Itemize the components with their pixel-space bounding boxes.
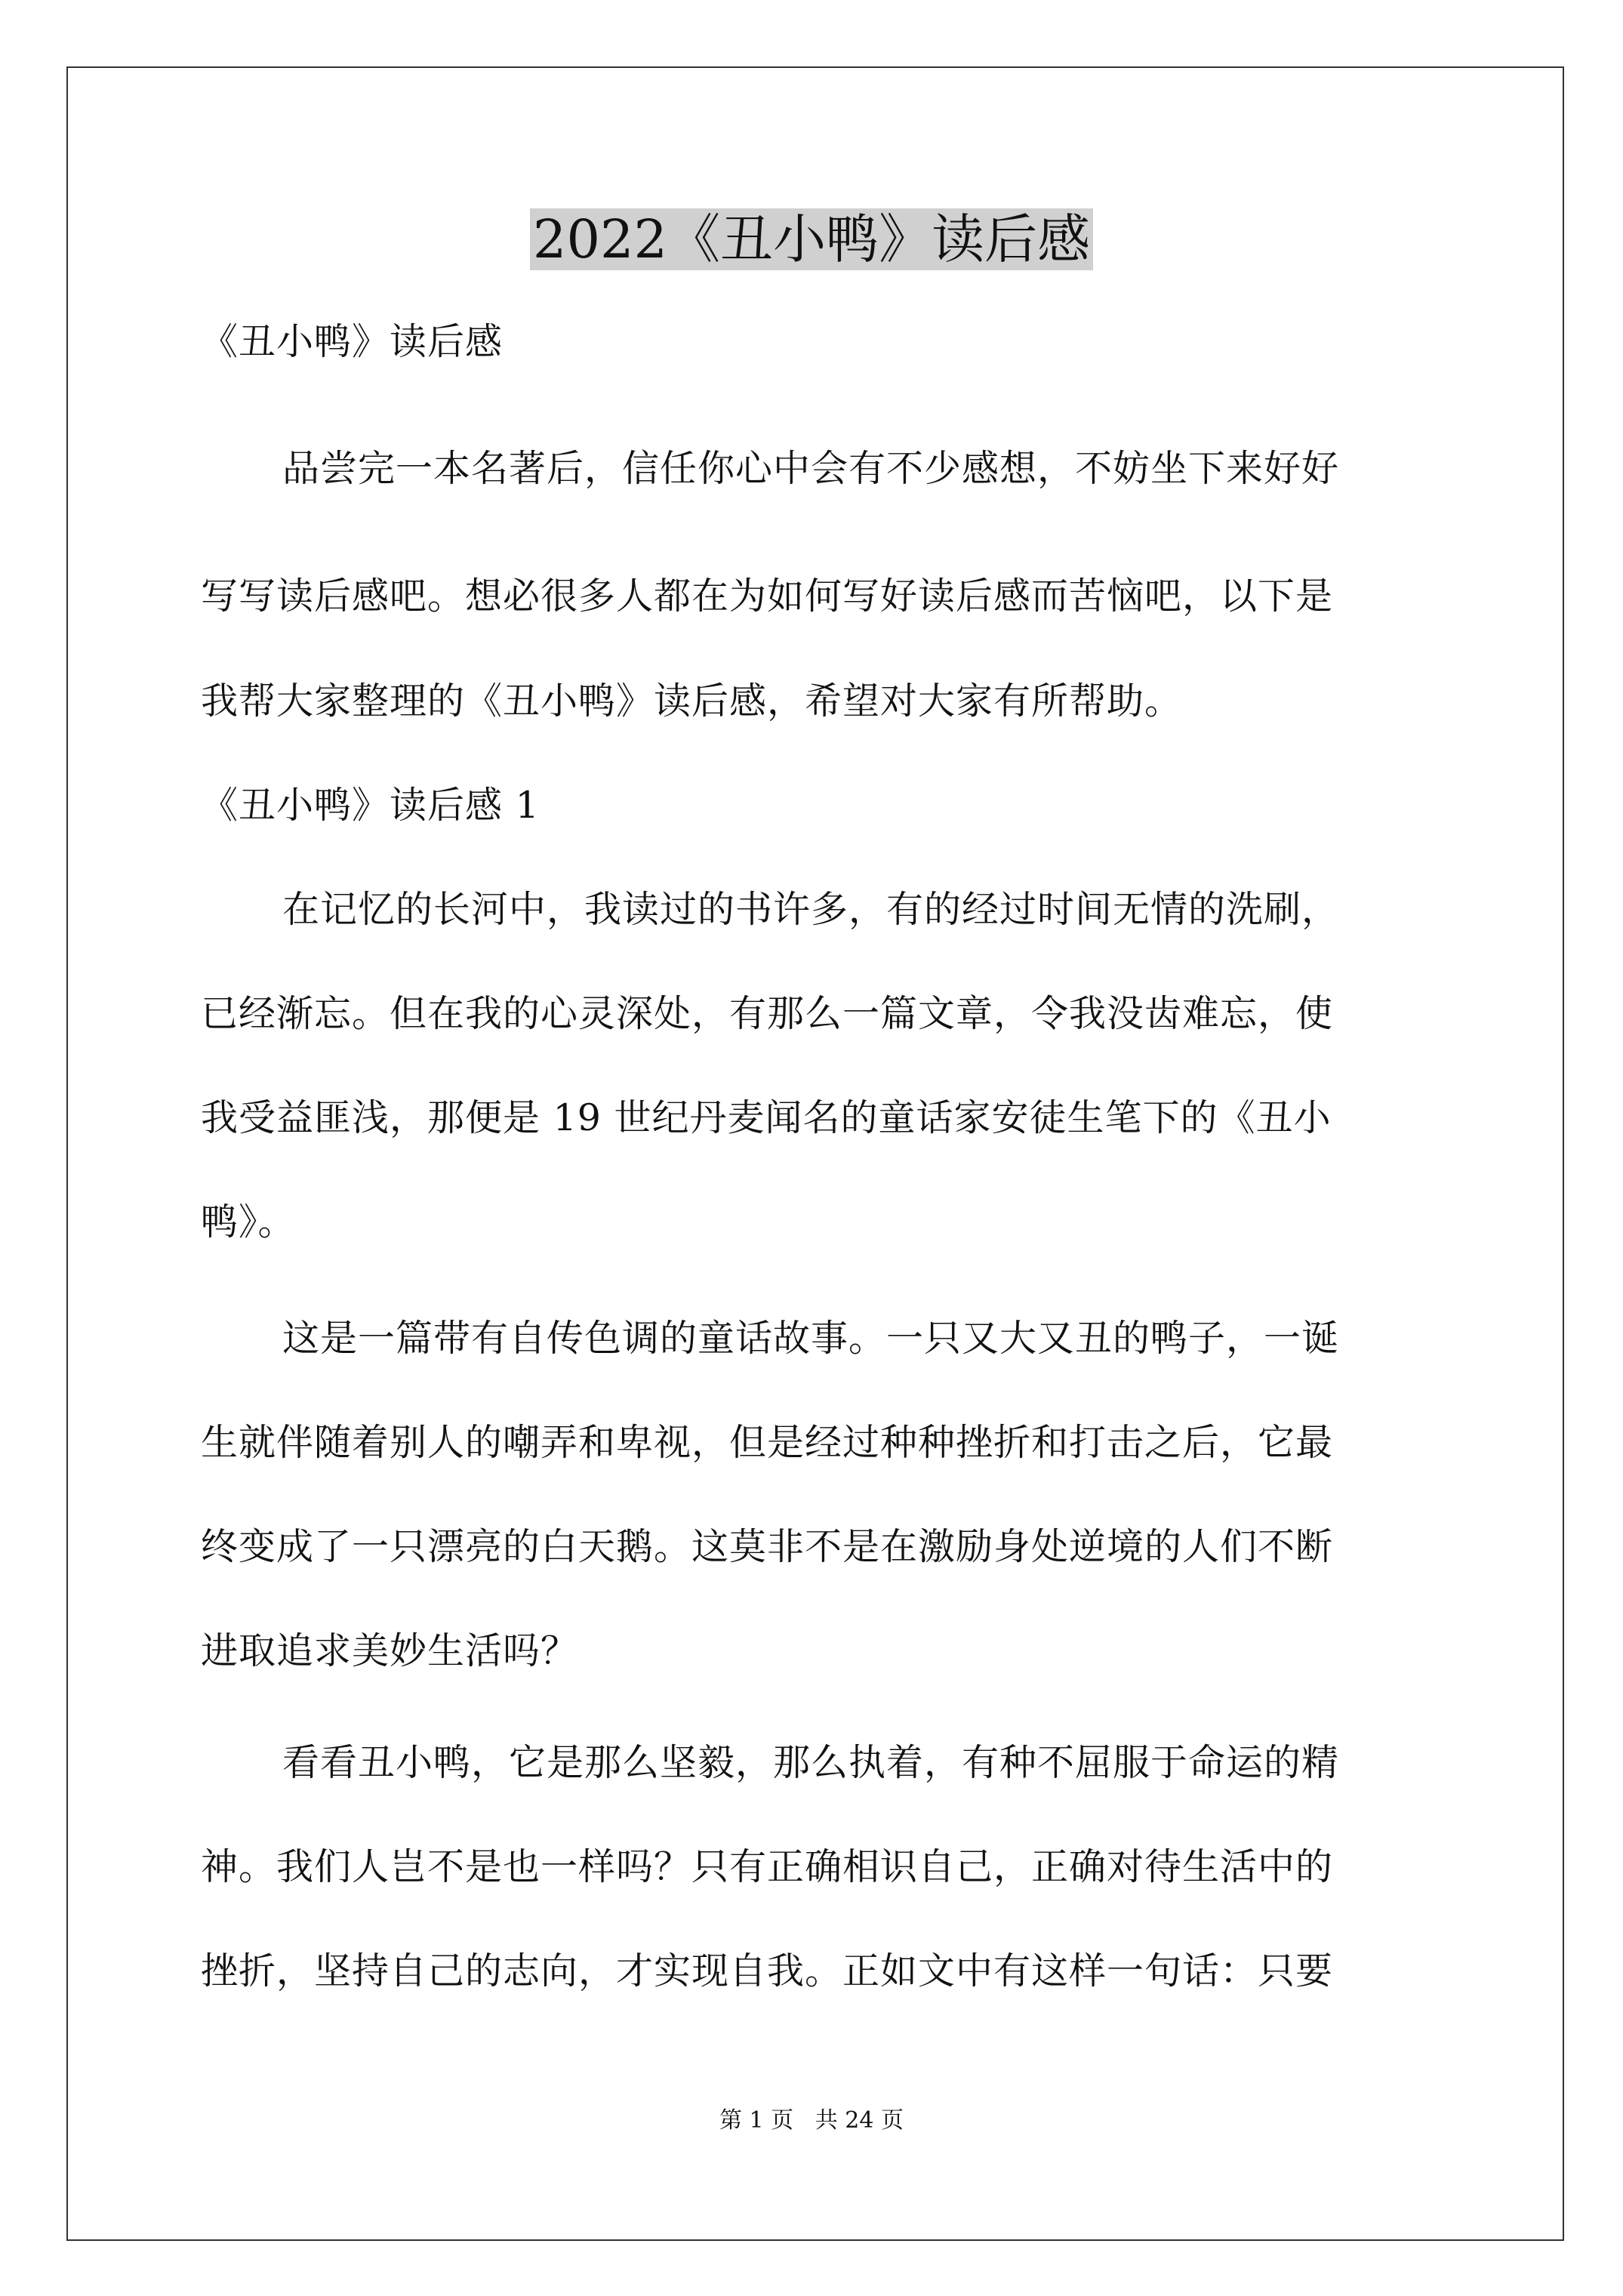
paragraph-line: 生就伴随着别人的嘲弄和卑视，但是经过种种挫折和打击之后，它最 [201,1421,1334,1464]
document-title [0,198,1623,281]
paragraph-line: 看看丑小鸭，它是那么坚毅，那么执着，有种不屈服于命运的精 [282,1741,1340,1784]
paragraph-line: 在记忆的长河中，我读过的书许多，有的经过时间无情的洗刷， [282,888,1340,931]
paragraph-line: 挫折，坚持自己的志向，才实现自我。正如文中有这样一句话：只要 [201,1949,1334,1992]
page-number-footer: 第 1 页 共 24 页 [719,2107,904,2134]
paragraph-line: 我受益匪浅，那便是 19 世纪丹麦闻名的童话家安徒生笔下的《丑小 [201,1096,1332,1139]
paragraph-line: 终变成了一只漂亮的白天鹅。这莫非不是在激励身处逆境的人们不断 [201,1525,1334,1568]
document-title-text: 2022《丑小鸭》读后感 [530,208,1093,270]
section-heading: 《丑小鸭》读后感 [201,320,504,363]
paragraph-line: 进取追求美妙生活吗？ [201,1629,579,1672]
paragraph-line: 我帮大家整理的《丑小鸭》读后感，希望对大家有所帮助。 [201,680,1183,723]
paragraph-line: 鸭》。 [201,1200,296,1244]
section-heading: 《丑小鸭》读后感 1 [201,784,540,827]
paragraph-line: 已经渐忘。但在我的心灵深处，有那么一篇文章，令我没齿难忘，使 [201,992,1334,1035]
paragraph-line: 写写读后感吧。想必很多人都在为如何写好读后感而苦恼吧，以下是 [201,575,1334,618]
paragraph-line: 神。我们人岂不是也一样吗？只有正确相识自己，正确对待生活中的 [201,1845,1334,1888]
paragraph-line: 这是一篇带有自传色调的童话故事。一只又大又丑的鸭子，一诞 [282,1317,1340,1360]
page-border [66,66,1564,2241]
paragraph-line: 品尝完一本名著后，信任你心中会有不少感想，不妨坐下来好好 [282,447,1340,490]
